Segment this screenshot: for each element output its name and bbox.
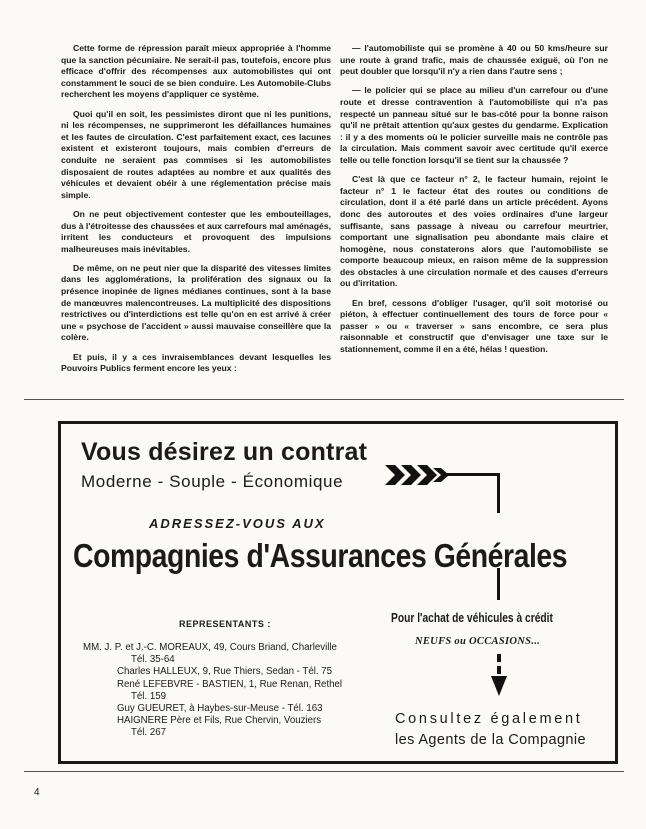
representatives-title: REPRESENTANTS : bbox=[179, 619, 271, 629]
representative-line: MM. J. P. et J.-C. MOREAUX, 49, Cours Briand, Charleville bbox=[83, 642, 337, 653]
article-paragraph: — l'automobiliste qui se promène à 40 ou 50 kms/heure sur une route à grand trafic, mais de chaussée exiguë, où l'on ne peut doubler que lorsqu'il n'y a rien dans l'autre sens ; bbox=[340, 43, 608, 77]
ad-agents: les Agents de la Compagnie bbox=[395, 732, 586, 748]
representative-line: Guy GUEURET, à Haybes-sur-Meuse - Tél. 163 bbox=[117, 703, 323, 715]
vehicle-condition: NEUFS ou OCCASIONS... bbox=[415, 636, 541, 647]
ad-heading: Vous désirez un contrat bbox=[81, 438, 368, 466]
article-paragraph: C'est là que ce facteur n° 2, le facteur humain, rejoint le facteur n° 1 le facteur état des routes ou conditions de circulation, dont il a été parlé dans un article précédent. Ayons donc des autoroutes et des voies ordinaires d'une largeur suffisante, sans passage à niveau ou carrefour meurtrier, comportant une signalisation peu abondante mais claire et homogène, nous constaterons alors que l'automobiliste se comporte beaucoup mieux, en raison même de la suppression des obstacles à une circulation normale et des causes d'erreurs ou d'irritation. bbox=[340, 174, 608, 289]
representative-line: René LEFEBVRE - BASTIEN, 1, Rue Renan, Rethel bbox=[117, 678, 343, 690]
article-paragraph: En bref, cessons d'obliger l'usager, qu'il soit motorisé ou piéton, à effectuer continuellement des tours de force pour « passer » ou « traverser » sans encombre, ce sera plus raisonnable et constructif que d'envisager une taxe sur le stationnement, comme il en a été, hélas ! question. bbox=[340, 297, 608, 355]
representative-line: HAIGNERE Père et Fils, Rue Chervin, Vouziers bbox=[117, 715, 322, 727]
ad-consultez: Consultez également bbox=[395, 711, 583, 727]
article-paragraph: Cette forme de répression paraît mieux appropriée à l'homme que la sanction pécuniaire. Ne serait-il pas, toutefois, encore plus efficace d'offrir des récompenses aux automobilistes qui ont constamment le souci de se bien conduire. Les Automobile-Clubs recherchent les moyens d'appliquer ce système. bbox=[61, 43, 331, 100]
insurance-advertisement bbox=[58, 421, 618, 764]
ad-subheading: Moderne - Souple - Économique bbox=[81, 472, 344, 491]
article-left-column bbox=[61, 43, 331, 382]
article-right-column bbox=[340, 43, 608, 363]
arrow-connector-horizontal bbox=[447, 473, 499, 476]
footer-divider bbox=[24, 771, 624, 772]
article-paragraph: Et puis, il y a ces invraisemblances devant lesquelles les Pouvoirs Publics ferment encore les yeux : bbox=[61, 351, 331, 374]
representative-line: Charles HALLEUX, 9, Rue Thiers, Sedan - Tél. 75 bbox=[117, 666, 333, 678]
article-paragraph: — le policier qui se place au milieu d'un carrefour ou d'une route et dresse contravention à l'automobiliste qui n'a pas respecté un panneau situé sur le bas-côté pour la bonne raison qu'il ne prêtait attention qu'aux gestes du gendarme. Explication : il y a des moments où le policier surveille mais ne contrôle pas la circulation. Mais comment savoir avec certitude qu'il exerce telle ou telle fonction lorsqu'il se tient sur la chaussée ? bbox=[340, 85, 608, 165]
down-arrow-icon bbox=[491, 654, 507, 698]
ad-company-name: Compagnies d'Assurances Générales bbox=[73, 537, 568, 574]
article-paragraph: De même, on ne peut nier que la disparité des vitesses limites dans les agglomérations, la prolifération des signaux ou la présence inopinée de lignes médianes continues, sont à la base de manœuvres malencontreuses. La multiplicité des dispositions restrictives ou d'interdictions est telle qu'on en est arrivé à créer une « psychose de l'accident » aussi mauvaise conseillère que la colère. bbox=[61, 262, 331, 343]
representative-line: Tél. 267 bbox=[131, 727, 167, 739]
page-number: 4 bbox=[34, 787, 40, 798]
article-paragraph: On ne peut objectivement contester que les embouteillages, dus à l'étroitesse des chaussées et aux carrefours mal aménagés, irritent les conducteurs et provoquent des impulsions malheureuses mais inévitables. bbox=[61, 208, 331, 254]
representative-line: Tél. 159 bbox=[131, 690, 167, 702]
representative-line: Tél. 35-64 bbox=[131, 654, 175, 666]
credit-offer: Pour l'achat de véhicules à crédit bbox=[391, 611, 553, 625]
ad-adressez-line: ADRESSEZ-VOUS AUX bbox=[149, 516, 326, 531]
representatives-list bbox=[83, 642, 342, 740]
article-paragraph: Quoi qu'il en soit, les pessimistes diront que ni les punitions, ni les récompenses, ne supprimeront les défaillances humaines et les fautes de circulation. C'est parfaitement exact, ces lacunes existent et existeront toujours, mais combien d'erreurs de conduite ne seraient pas commises si les automobilistes disposaient de routes adaptées au nombre et aux qualités des véhicules et devaient obéir à une réglementation précise mais simple. bbox=[61, 108, 331, 200]
section-divider bbox=[24, 399, 624, 400]
arrow-connector-vertical bbox=[497, 473, 500, 513]
